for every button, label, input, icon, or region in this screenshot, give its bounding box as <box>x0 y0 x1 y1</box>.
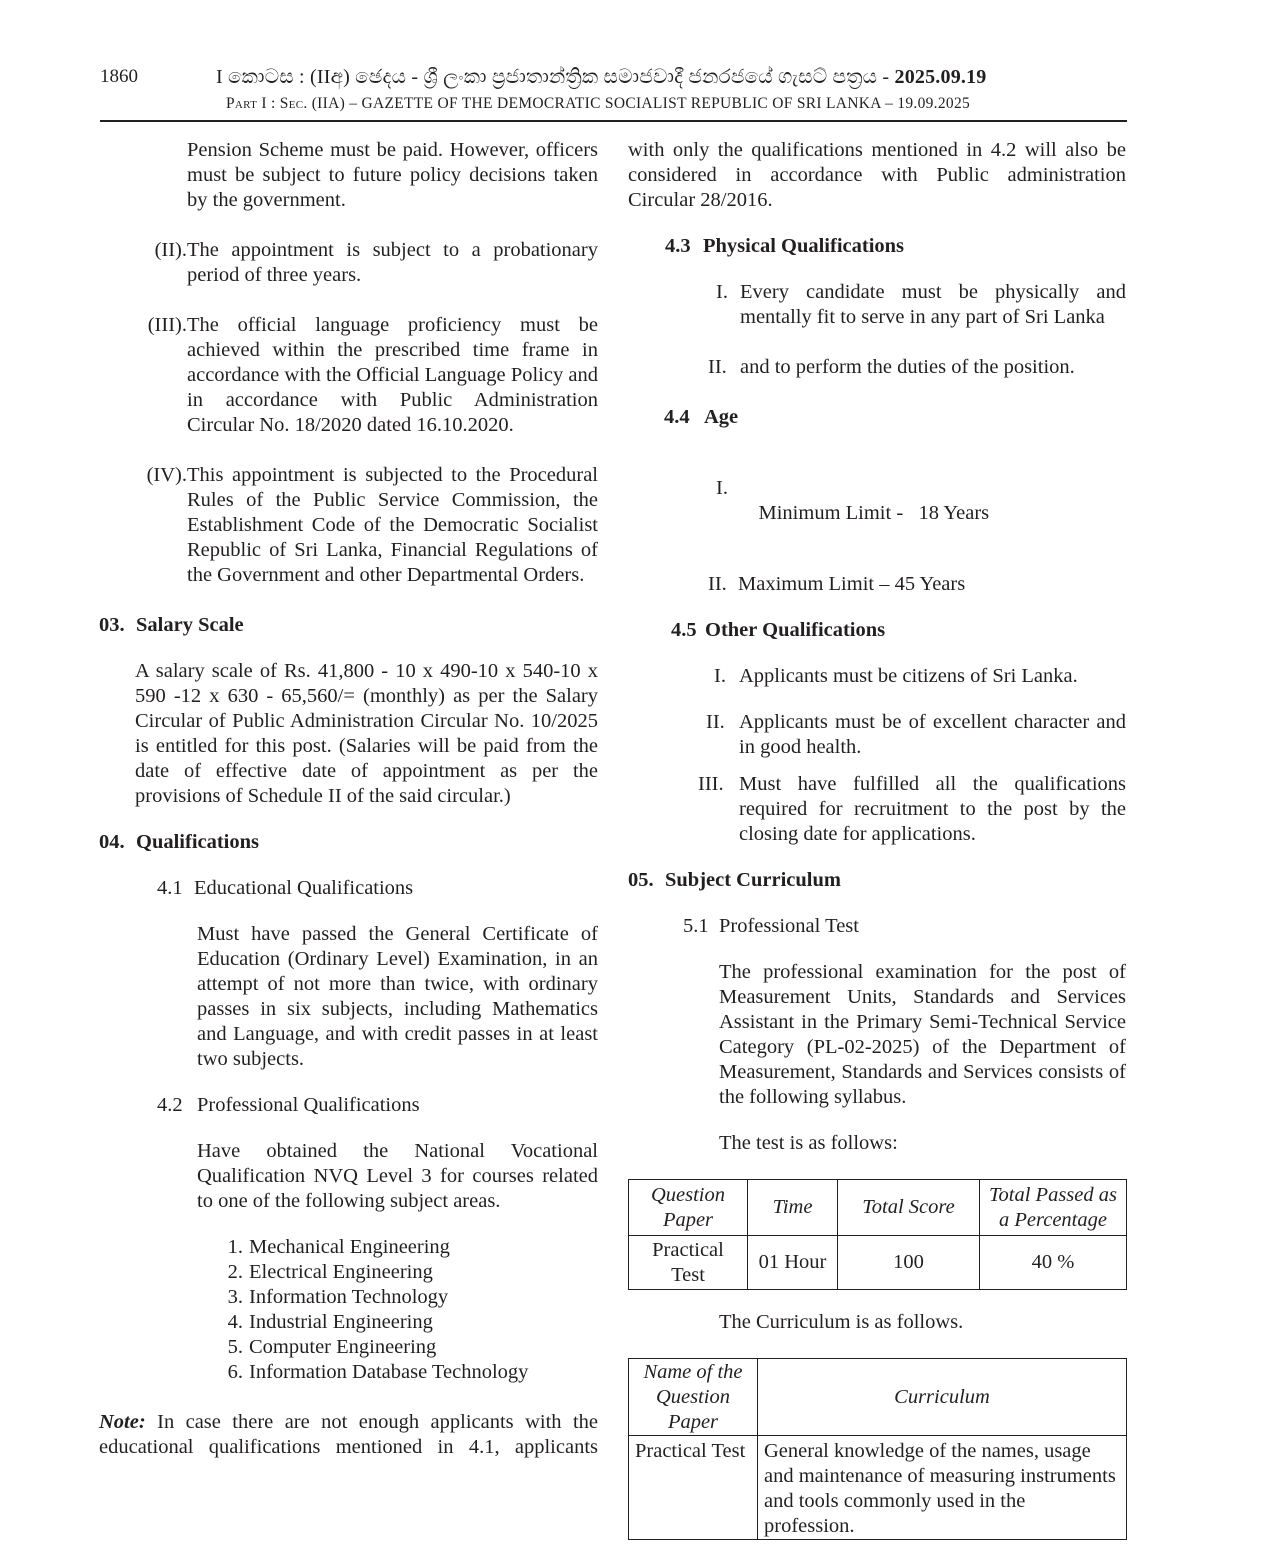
subject-areas-list <box>99 1235 598 1385</box>
list-label: Information Technology <box>249 1286 449 1308</box>
subsection-number: 4.3 <box>665 235 691 257</box>
list-item <box>215 1310 598 1335</box>
item-text: and to perform the duties of the position. <box>740 356 1075 378</box>
table-cell: Practical Test <box>629 1236 748 1290</box>
test-table <box>628 1179 1127 1290</box>
right-column <box>628 138 1126 1540</box>
item-number: II. <box>708 573 727 595</box>
gazette-title-sinhala <box>216 66 987 89</box>
condition-number: (IV). <box>146 464 187 486</box>
column-header: Curriculum <box>758 1359 1127 1436</box>
column-header: Time <box>748 1180 838 1236</box>
list-label: Information Database Technology <box>249 1361 529 1383</box>
other-item <box>628 772 1126 847</box>
curriculum-table <box>628 1358 1127 1540</box>
subsection-number: 5.1 <box>683 915 709 937</box>
note-label: Note: <box>99 1411 146 1433</box>
gazette-title-english <box>226 95 970 113</box>
list-number: 3. <box>227 1286 243 1308</box>
item-text: Must have fulfilled all the qualifications required for recruitment to the post by the closing date for applications. <box>739 773 1126 845</box>
item-text: Applicants must be citizens of Sri Lanka. <box>739 665 1078 687</box>
note-paragraph <box>99 1410 598 1460</box>
table-header-row <box>629 1180 1127 1236</box>
subsection-title: Educational Qualifications <box>194 877 414 899</box>
test-intro: The test is as follows: <box>719 1132 898 1154</box>
section-title: Qualifications <box>136 831 260 853</box>
condition-text: The official language proficiency must be achieved within the prescribed time frame in accordance with the Official Language Policy and in accordance with Public Administration Circular No. 18/2020 dated 16.10.2020. <box>187 314 598 436</box>
condition-text: This appointment is subjected to the Procedural Rules of the Public Service Commission, the Establishment Code of the Democratic Socialist Republic of Sri Lanka, Financial Regulations of the Government and other Departmental Orders. <box>187 464 598 586</box>
curriculum-intro: The Curriculum is as follows. <box>719 1311 964 1333</box>
subsection-title: Professional Qualifications <box>197 1094 420 1116</box>
table-header-row <box>629 1359 1127 1436</box>
professional-test-paragraph: The professional examination for the post of Measurement Units, Standards and Services Assistant in the Primary Semi-Technical Service Category (PL-02-2025) of the Department of Measurement, Standards and Services consists of the following syllabus. <box>719 961 1126 1108</box>
other-item <box>628 710 1126 760</box>
subsection-heading-professional <box>99 1093 598 1118</box>
header-divider <box>100 120 1127 122</box>
section-number: 04. <box>99 831 125 853</box>
table-cell: 100 <box>838 1236 980 1290</box>
item-text: Every candidate must be physically and mentally fit to serve in any part of Sri Lanka <box>740 281 1126 328</box>
professional-qualifications-paragraph: Have obtained the National Vocational Qualification NVQ Level 3 for courses related to one of the following subject areas. <box>197 1140 598 1212</box>
section-title: Salary Scale <box>136 614 244 636</box>
condition-text: The appointment is subject to a probationary period of three years. <box>187 239 598 286</box>
table-row <box>629 1236 1127 1290</box>
column-header: Name of the Question Paper <box>629 1359 758 1436</box>
subsection-number: 4.2 <box>157 1094 183 1116</box>
list-item <box>215 1235 598 1260</box>
part-number: I : <box>261 95 280 112</box>
item-number: III. <box>698 773 724 795</box>
condition-item <box>99 463 598 588</box>
item-text: Applicants must be of excellent character and in good health. <box>739 711 1126 758</box>
subsection-title: Other Qualifications <box>705 619 886 641</box>
note-continuation: with only the qualifications mentioned in 4.2 will also be considered in accordance with Public administration Circular 28/2016. <box>628 139 1126 211</box>
section-label: Sec. <box>279 95 308 112</box>
column-header: Question Paper <box>629 1180 748 1236</box>
condition-item <box>99 238 598 288</box>
table-cell: 01 Hour <box>748 1236 838 1290</box>
subsection-number: 4.4 <box>664 406 690 428</box>
salary-scale-paragraph: A salary scale of Rs. 41,800 - 10 x 490-10 x 540-10 x 590 -12 x 630 - 65,560/= (monthly) as per the Salary Circular of Public Administration Circular No. 10/2025 is entitled for this post. (Salaries will be paid from the date of effective date of appointment as per the provisions of Schedule II of the said circular.) <box>135 660 598 807</box>
section-number: 03. <box>99 614 125 636</box>
subsection-title: Age <box>704 406 739 428</box>
table-row <box>629 1436 1127 1540</box>
subsection-number: 4.1 <box>157 877 183 899</box>
section-number: 05. <box>628 869 654 891</box>
list-number: 1. <box>227 1236 243 1258</box>
subsection-heading-physical <box>628 234 1126 259</box>
list-label: Electrical Engineering <box>249 1261 433 1283</box>
age-item <box>628 451 1126 551</box>
condition-number: (III). <box>147 314 187 336</box>
part-label: Part <box>226 95 258 112</box>
table-cell: 40 % <box>980 1236 1127 1290</box>
list-label: Computer Engineering <box>249 1336 437 1358</box>
table-cell: Practical Test <box>629 1436 758 1540</box>
subsection-title: Physical Qualifications <box>703 235 905 257</box>
list-number: 5. <box>227 1336 243 1358</box>
gazette-title-sinhala-text: I කොටස : (IIඅ) ඡෙදය - ශ්‍රී ලංකා ප්‍රජාතාන්ත්‍රික සමාජවාදී ජනරජයේ ගැසට් පත්‍රය - <box>216 66 895 88</box>
item-number: II. <box>708 356 727 378</box>
section-heading-qualifications <box>99 830 598 855</box>
section-heading-salary <box>99 613 598 638</box>
gazette-title-english-text: (IIA) – GAZETTE OF THE DEMOCRATIC SOCIALIST REPUBLIC OF SRI LANKA – 19.09.2025 <box>307 95 971 112</box>
subsection-title: Professional Test <box>719 915 859 937</box>
list-item <box>215 1260 598 1285</box>
column-header: Total Passed as a Percentage <box>980 1180 1127 1236</box>
subsection-heading-professional-test <box>628 914 1126 939</box>
gazette-date-sinhala: 2025.09.19 <box>894 66 987 88</box>
subsection-heading-educational <box>99 876 598 901</box>
item-number: I. <box>716 477 728 499</box>
item-text: Maximum Limit – 45 Years <box>738 573 966 595</box>
physical-item <box>628 355 1126 380</box>
list-item <box>215 1360 598 1385</box>
list-number: 6. <box>227 1361 243 1383</box>
condition-item <box>99 313 598 438</box>
condition-number: (II). <box>154 239 187 261</box>
item-number: I. <box>716 281 728 303</box>
list-number: 2. <box>227 1261 243 1283</box>
page-number: 1860 <box>100 66 138 87</box>
section-heading-curriculum <box>628 868 1126 893</box>
column-header: Total Score <box>838 1180 980 1236</box>
item-number: I. <box>714 665 726 687</box>
educational-qualifications-paragraph: Must have passed the General Certificate of Education (Ordinary Level) Examination, in an attempt of not more than twice, with ordinary passes in six subjects, including Mathematics and Language, and with credit passes in at least two subjects. <box>197 923 598 1070</box>
note-text: In case there are not enough applicants with the educational qualifications mentioned in 4.1, applicants <box>99 1411 598 1458</box>
pension-scheme-paragraph: Pension Scheme must be paid. However, officers must be subject to future policy decisions taken by the government. <box>187 139 598 211</box>
subsection-number: 4.5 <box>671 619 697 641</box>
list-item <box>215 1335 598 1360</box>
physical-item <box>628 280 1126 330</box>
left-column <box>99 138 598 1460</box>
item-text: Minimum Limit - 18 Years <box>758 502 990 524</box>
list-label: Mechanical Engineering <box>249 1236 450 1258</box>
subsection-heading-age <box>628 405 1126 430</box>
list-label: Industrial Engineering <box>249 1311 433 1333</box>
other-item <box>628 664 1126 689</box>
list-number: 4. <box>227 1311 243 1333</box>
item-number: II. <box>706 711 725 733</box>
section-title: Subject Curriculum <box>665 869 841 891</box>
list-item <box>215 1285 598 1310</box>
age-item <box>628 572 1126 597</box>
subsection-heading-other <box>628 618 1126 643</box>
table-cell: General knowledge of the names, usage and maintenance of measuring instruments and tools commonly used in the profession. <box>758 1436 1127 1540</box>
